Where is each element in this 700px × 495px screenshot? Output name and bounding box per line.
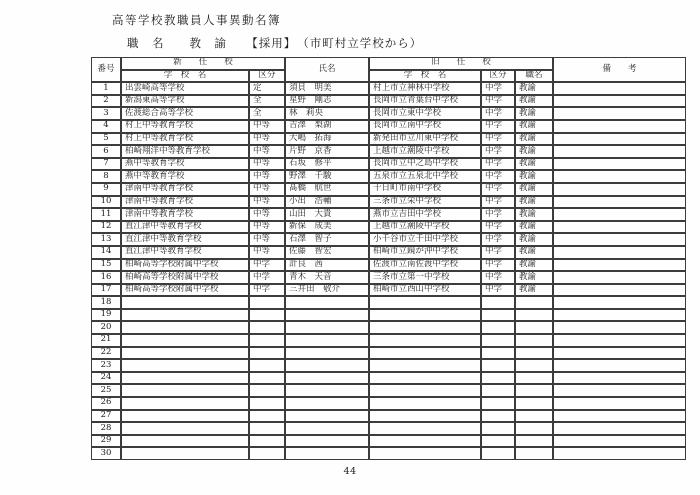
job-title-cell: 教諭 bbox=[515, 120, 553, 133]
old-school-cell bbox=[369, 334, 481, 347]
new-school-cell: 燕中等教育学校 bbox=[121, 170, 249, 183]
new-category-cell bbox=[249, 447, 285, 460]
new-category-cell: 中等 bbox=[249, 133, 285, 146]
job-title-cell bbox=[515, 384, 553, 397]
person-name-cell: 石坂 修平 bbox=[285, 158, 369, 171]
old-category-cell bbox=[481, 397, 515, 410]
table-row bbox=[91, 107, 686, 120]
col-header-category-new: 区分 bbox=[249, 70, 285, 83]
old-category-cell bbox=[481, 384, 515, 397]
table-row bbox=[91, 145, 686, 158]
row-number-cell: 21 bbox=[91, 334, 121, 347]
job-title-cell bbox=[515, 410, 553, 423]
col-header-school-name-new: 学 校 名 bbox=[121, 70, 249, 83]
new-category-cell: 全 bbox=[249, 95, 285, 108]
remarks-cell bbox=[553, 107, 686, 120]
new-school-cell: 新潟東高等学校 bbox=[121, 95, 249, 108]
table-row bbox=[91, 372, 686, 385]
table-row bbox=[91, 422, 686, 435]
old-school-cell: 十日町市南中学校 bbox=[369, 183, 481, 196]
job-title-cell bbox=[515, 321, 553, 334]
person-name-cell bbox=[285, 347, 369, 360]
job-title-cell bbox=[515, 347, 553, 360]
remarks-cell bbox=[553, 347, 686, 360]
job-title-cell: 教諭 bbox=[515, 183, 553, 196]
old-school-cell bbox=[369, 372, 481, 385]
new-school-cell: 出雲崎高等学校 bbox=[121, 82, 249, 95]
new-school-cell bbox=[121, 410, 249, 423]
table-row bbox=[91, 95, 686, 108]
old-school-cell bbox=[369, 435, 481, 448]
old-school-cell bbox=[369, 410, 481, 423]
remarks-cell bbox=[553, 435, 686, 448]
table-body bbox=[91, 82, 686, 460]
new-category-cell bbox=[249, 372, 285, 385]
old-category-cell bbox=[481, 334, 515, 347]
row-number-cell: 25 bbox=[91, 384, 121, 397]
old-school-cell bbox=[369, 422, 481, 435]
old-category-cell: 中学 bbox=[481, 170, 515, 183]
old-category-cell: 中学 bbox=[481, 271, 515, 284]
old-school-cell bbox=[369, 347, 481, 360]
person-name-cell bbox=[285, 359, 369, 372]
job-title-cell: 教諭 bbox=[515, 284, 553, 297]
table-row bbox=[91, 384, 686, 397]
person-name-cell: 吉澤 梨湖 bbox=[285, 120, 369, 133]
new-category-cell: 全 bbox=[249, 107, 285, 120]
person-name-cell bbox=[285, 334, 369, 347]
job-title-cell bbox=[515, 309, 553, 322]
person-name-cell bbox=[285, 372, 369, 385]
table-row bbox=[91, 120, 686, 133]
new-school-cell: 村上中等教育学校 bbox=[121, 120, 249, 133]
person-name-cell bbox=[285, 397, 369, 410]
job-title-cell: 教諭 bbox=[515, 82, 553, 95]
new-school-cell: 直江津中等教育学校 bbox=[121, 233, 249, 246]
remarks-cell bbox=[553, 183, 686, 196]
remarks-cell bbox=[553, 321, 686, 334]
new-category-cell bbox=[249, 334, 285, 347]
remarks-cell bbox=[553, 158, 686, 171]
old-category-cell bbox=[481, 410, 515, 423]
old-category-cell: 中学 bbox=[481, 120, 515, 133]
old-school-cell: 五泉市立五泉北中学校 bbox=[369, 170, 481, 183]
row-number-cell: 30 bbox=[91, 447, 121, 460]
col-header-name: 氏名 bbox=[285, 57, 369, 82]
col-header-school-name-old: 学 校 名 bbox=[369, 70, 481, 83]
old-school-cell bbox=[369, 309, 481, 322]
job-title-cell: 教諭 bbox=[515, 95, 553, 108]
old-category-cell bbox=[481, 435, 515, 448]
old-school-cell: 佐渡市立南佐渡中学校 bbox=[369, 259, 481, 272]
row-number-cell: 12 bbox=[91, 221, 121, 234]
new-category-cell: 中学 bbox=[249, 284, 285, 297]
row-number-cell: 23 bbox=[91, 359, 121, 372]
person-name-cell: 佐藤 智宏 bbox=[285, 246, 369, 259]
job-title-cell: 教諭 bbox=[515, 221, 553, 234]
row-number-cell: 4 bbox=[91, 120, 121, 133]
row-number-cell: 26 bbox=[91, 397, 121, 410]
job-title-cell: 教諭 bbox=[515, 259, 553, 272]
remarks-cell bbox=[553, 133, 686, 146]
row-number-cell: 17 bbox=[91, 284, 121, 297]
new-school-cell bbox=[121, 422, 249, 435]
remarks-cell bbox=[553, 296, 686, 309]
old-school-cell: 燕市立吉田中学校 bbox=[369, 208, 481, 221]
new-school-cell: 津南中等教育学校 bbox=[121, 183, 249, 196]
new-category-cell: 中等 bbox=[249, 170, 285, 183]
table-row bbox=[91, 170, 686, 183]
job-title-cell: 教諭 bbox=[515, 107, 553, 120]
table-row bbox=[91, 208, 686, 221]
remarks-cell bbox=[553, 372, 686, 385]
new-school-cell bbox=[121, 359, 249, 372]
remarks-cell bbox=[553, 196, 686, 209]
table-row bbox=[91, 347, 686, 360]
new-school-cell bbox=[121, 447, 249, 460]
person-name-cell: 青木 天音 bbox=[285, 271, 369, 284]
old-category-cell bbox=[481, 372, 515, 385]
new-school-cell bbox=[121, 334, 249, 347]
page-number: 44 bbox=[343, 466, 357, 477]
remarks-cell bbox=[553, 95, 686, 108]
new-school-cell bbox=[121, 296, 249, 309]
job-title-cell bbox=[515, 296, 553, 309]
table-row bbox=[91, 82, 686, 95]
remarks-cell bbox=[553, 259, 686, 272]
new-school-cell: 柏崎高等学校附属中学校 bbox=[121, 284, 249, 297]
row-number-cell: 1 bbox=[91, 82, 121, 95]
document-title: 高等学校教職員人事異動名簿 bbox=[112, 13, 281, 27]
row-number-cell: 19 bbox=[91, 309, 121, 322]
old-school-cell: 村上市立神林中学校 bbox=[369, 82, 481, 95]
table-row bbox=[91, 410, 686, 423]
old-school-cell: 長岡市立中之島中学校 bbox=[369, 158, 481, 171]
old-school-cell bbox=[369, 384, 481, 397]
new-category-cell: 定 bbox=[249, 82, 285, 95]
table-row bbox=[91, 246, 686, 259]
person-name-cell: 林 莉央 bbox=[285, 107, 369, 120]
job-title-cell: 教諭 bbox=[515, 158, 553, 171]
new-category-cell: 中等 bbox=[249, 246, 285, 259]
old-school-cell bbox=[369, 321, 481, 334]
remarks-cell bbox=[553, 271, 686, 284]
row-number-cell: 24 bbox=[91, 372, 121, 385]
new-school-cell bbox=[121, 309, 249, 322]
person-name-cell: 大嶋 拓海 bbox=[285, 133, 369, 146]
job-title-cell bbox=[515, 422, 553, 435]
col-header-job-title: 職名 bbox=[515, 70, 553, 83]
new-school-cell bbox=[121, 372, 249, 385]
old-category-cell: 中学 bbox=[481, 259, 515, 272]
old-school-cell: 柏崎市立西山中学校 bbox=[369, 284, 481, 297]
table-row bbox=[91, 447, 686, 460]
new-school-cell: 燕中等教育学校 bbox=[121, 158, 249, 171]
table-header bbox=[91, 57, 686, 82]
table-row bbox=[91, 271, 686, 284]
remarks-cell bbox=[553, 284, 686, 297]
person-name-cell: 髙橋 航世 bbox=[285, 183, 369, 196]
new-category-cell bbox=[249, 397, 285, 410]
old-category-cell: 中学 bbox=[481, 233, 515, 246]
new-category-cell: 中学 bbox=[249, 259, 285, 272]
old-school-cell: 長岡市立東中学校 bbox=[369, 107, 481, 120]
old-school-cell: 三条市立栄中学校 bbox=[369, 196, 481, 209]
job-title-cell: 教諭 bbox=[515, 233, 553, 246]
remarks-cell bbox=[553, 410, 686, 423]
row-number-cell: 8 bbox=[91, 170, 121, 183]
table-row bbox=[91, 259, 686, 272]
table-row bbox=[91, 183, 686, 196]
person-name-cell bbox=[285, 321, 369, 334]
old-school-cell: 三条市立第一中学校 bbox=[369, 271, 481, 284]
person-name-cell: 新保 成美 bbox=[285, 221, 369, 234]
person-name-cell bbox=[285, 422, 369, 435]
row-number-cell: 29 bbox=[91, 435, 121, 448]
remarks-cell bbox=[553, 309, 686, 322]
person-name-cell: 須貝 明美 bbox=[285, 82, 369, 95]
row-number-cell: 5 bbox=[91, 133, 121, 146]
personnel-table bbox=[91, 57, 686, 460]
old-category-cell bbox=[481, 296, 515, 309]
old-school-cell bbox=[369, 296, 481, 309]
new-category-cell: 中等 bbox=[249, 196, 285, 209]
old-school-cell: 上越市立潮陵中学校 bbox=[369, 145, 481, 158]
new-school-cell: 直江津中等教育学校 bbox=[121, 221, 249, 234]
new-school-cell bbox=[121, 347, 249, 360]
person-name-cell bbox=[285, 410, 369, 423]
remarks-cell bbox=[553, 384, 686, 397]
person-name-cell: 計良 茜 bbox=[285, 259, 369, 272]
new-school-cell: 津南中等教育学校 bbox=[121, 196, 249, 209]
job-title-cell bbox=[515, 334, 553, 347]
job-title-cell: 教諭 bbox=[515, 145, 553, 158]
person-name-cell: 野澤 千駿 bbox=[285, 170, 369, 183]
new-category-cell: 中等 bbox=[249, 221, 285, 234]
new-school-cell bbox=[121, 384, 249, 397]
person-name-cell: 石澤 智子 bbox=[285, 233, 369, 246]
table-row bbox=[91, 435, 686, 448]
old-category-cell: 中学 bbox=[481, 95, 515, 108]
job-title-cell bbox=[515, 447, 553, 460]
row-number-cell: 11 bbox=[91, 208, 121, 221]
new-school-cell: 村上中等教育学校 bbox=[121, 133, 249, 146]
job-title-cell: 教諭 bbox=[515, 246, 553, 259]
old-category-cell: 中学 bbox=[481, 183, 515, 196]
person-name-cell: 三井田 敬介 bbox=[285, 284, 369, 297]
old-category-cell: 中学 bbox=[481, 145, 515, 158]
old-school-cell bbox=[369, 359, 481, 372]
old-category-cell bbox=[481, 347, 515, 360]
person-name-cell bbox=[285, 447, 369, 460]
table-row bbox=[91, 233, 686, 246]
job-title-cell bbox=[515, 435, 553, 448]
person-name-cell: 小出 浩輔 bbox=[285, 196, 369, 209]
row-number-cell: 16 bbox=[91, 271, 121, 284]
row-number-cell: 27 bbox=[91, 410, 121, 423]
job-title-cell: 教諭 bbox=[515, 196, 553, 209]
job-title-cell: 教諭 bbox=[515, 208, 553, 221]
old-school-cell: 新発田市立川東中学校 bbox=[369, 133, 481, 146]
remarks-cell bbox=[553, 170, 686, 183]
row-number-cell: 13 bbox=[91, 233, 121, 246]
new-school-cell: 津南中等教育学校 bbox=[121, 208, 249, 221]
new-category-cell: 中等 bbox=[249, 233, 285, 246]
row-number-cell: 10 bbox=[91, 196, 121, 209]
old-category-cell: 中学 bbox=[481, 246, 515, 259]
table-row bbox=[91, 309, 686, 322]
new-school-cell bbox=[121, 435, 249, 448]
old-school-cell: 長岡市立青葉台中学校 bbox=[369, 95, 481, 108]
row-number-cell: 22 bbox=[91, 347, 121, 360]
old-category-cell bbox=[481, 309, 515, 322]
job-title-cell: 教諭 bbox=[515, 133, 553, 146]
old-category-cell bbox=[481, 447, 515, 460]
table-row bbox=[91, 296, 686, 309]
table-row bbox=[91, 334, 686, 347]
table-row bbox=[91, 196, 686, 209]
remarks-cell bbox=[553, 221, 686, 234]
new-school-cell bbox=[121, 397, 249, 410]
row-number-cell: 9 bbox=[91, 183, 121, 196]
person-name-cell: 山田 大貴 bbox=[285, 208, 369, 221]
old-category-cell: 中学 bbox=[481, 221, 515, 234]
new-category-cell bbox=[249, 359, 285, 372]
person-name-cell bbox=[285, 384, 369, 397]
new-category-cell: 中等 bbox=[249, 158, 285, 171]
new-category-cell: 中等 bbox=[249, 145, 285, 158]
person-name-cell bbox=[285, 309, 369, 322]
table-row bbox=[91, 284, 686, 297]
new-category-cell bbox=[249, 422, 285, 435]
new-school-cell: 柏崎高等学校附属中学校 bbox=[121, 259, 249, 272]
remarks-cell bbox=[553, 233, 686, 246]
row-number-cell: 3 bbox=[91, 107, 121, 120]
old-category-cell: 中学 bbox=[481, 196, 515, 209]
new-category-cell: 中等 bbox=[249, 208, 285, 221]
new-school-cell: 直江津中等教育学校 bbox=[121, 246, 249, 259]
row-number-cell: 20 bbox=[91, 321, 121, 334]
table-row bbox=[91, 359, 686, 372]
old-category-cell: 中学 bbox=[481, 133, 515, 146]
col-header-remarks: 備 考 bbox=[553, 57, 686, 82]
job-title-cell: 教諭 bbox=[515, 271, 553, 284]
row-number-cell: 6 bbox=[91, 145, 121, 158]
old-category-cell: 中学 bbox=[481, 107, 515, 120]
new-category-cell bbox=[249, 296, 285, 309]
col-header-category-old: 区分 bbox=[481, 70, 515, 83]
old-category-cell: 中学 bbox=[481, 284, 515, 297]
remarks-cell bbox=[553, 82, 686, 95]
document-subtitle: 職 名 教 諭 【採用】 （市町村立学校から） bbox=[127, 36, 423, 50]
new-school-cell: 佐渡総合高等学校 bbox=[121, 107, 249, 120]
remarks-cell bbox=[553, 145, 686, 158]
old-school-cell: 上越市立潮陵中学校 bbox=[369, 221, 481, 234]
old-category-cell: 中学 bbox=[481, 208, 515, 221]
remarks-cell bbox=[553, 397, 686, 410]
person-name-cell: 片野 京香 bbox=[285, 145, 369, 158]
header-row-groups bbox=[91, 57, 686, 70]
new-category-cell: 中学 bbox=[249, 271, 285, 284]
job-title-cell bbox=[515, 359, 553, 372]
old-school-cell bbox=[369, 397, 481, 410]
col-header-number: 番号 bbox=[91, 57, 121, 82]
person-name-cell: 星野 剛志 bbox=[285, 95, 369, 108]
old-school-cell: 長岡市立南中学校 bbox=[369, 120, 481, 133]
job-title-cell bbox=[515, 397, 553, 410]
remarks-cell bbox=[553, 120, 686, 133]
remarks-cell bbox=[553, 208, 686, 221]
table-row bbox=[91, 321, 686, 334]
new-category-cell bbox=[249, 309, 285, 322]
old-school-cell bbox=[369, 447, 481, 460]
row-number-cell: 28 bbox=[91, 422, 121, 435]
old-school-cell: 柏崎市立鏡が沖中学校 bbox=[369, 246, 481, 259]
new-school-cell: 柏崎翔洋中等教育学校 bbox=[121, 145, 249, 158]
new-category-cell bbox=[249, 435, 285, 448]
old-category-cell bbox=[481, 359, 515, 372]
new-category-cell: 中等 bbox=[249, 183, 285, 196]
new-school-cell bbox=[121, 321, 249, 334]
job-title-cell bbox=[515, 372, 553, 385]
row-number-cell: 14 bbox=[91, 246, 121, 259]
row-number-cell: 15 bbox=[91, 259, 121, 272]
old-school-cell: 小千谷市立千田中学校 bbox=[369, 233, 481, 246]
table-row bbox=[91, 158, 686, 171]
row-number-cell: 7 bbox=[91, 158, 121, 171]
remarks-cell bbox=[553, 359, 686, 372]
new-school-cell: 柏崎高等学校附属中学校 bbox=[121, 271, 249, 284]
row-number-cell: 2 bbox=[91, 95, 121, 108]
col-header-old-school-group: 旧 任 校 bbox=[369, 57, 553, 70]
old-category-cell: 中学 bbox=[481, 158, 515, 171]
remarks-cell bbox=[553, 422, 686, 435]
old-category-cell bbox=[481, 321, 515, 334]
col-header-new-school-group: 新 任 校 bbox=[121, 57, 285, 70]
remarks-cell bbox=[553, 246, 686, 259]
new-category-cell bbox=[249, 347, 285, 360]
new-category-cell: 中等 bbox=[249, 120, 285, 133]
remarks-cell bbox=[553, 334, 686, 347]
new-category-cell bbox=[249, 321, 285, 334]
new-category-cell bbox=[249, 384, 285, 397]
table-row bbox=[91, 221, 686, 234]
person-name-cell bbox=[285, 435, 369, 448]
table-row bbox=[91, 397, 686, 410]
table-row bbox=[91, 133, 686, 146]
old-category-cell: 中学 bbox=[481, 82, 515, 95]
person-name-cell bbox=[285, 296, 369, 309]
row-number-cell: 18 bbox=[91, 296, 121, 309]
new-category-cell bbox=[249, 410, 285, 423]
job-title-cell: 教諭 bbox=[515, 170, 553, 183]
remarks-cell bbox=[553, 447, 686, 460]
old-category-cell bbox=[481, 422, 515, 435]
